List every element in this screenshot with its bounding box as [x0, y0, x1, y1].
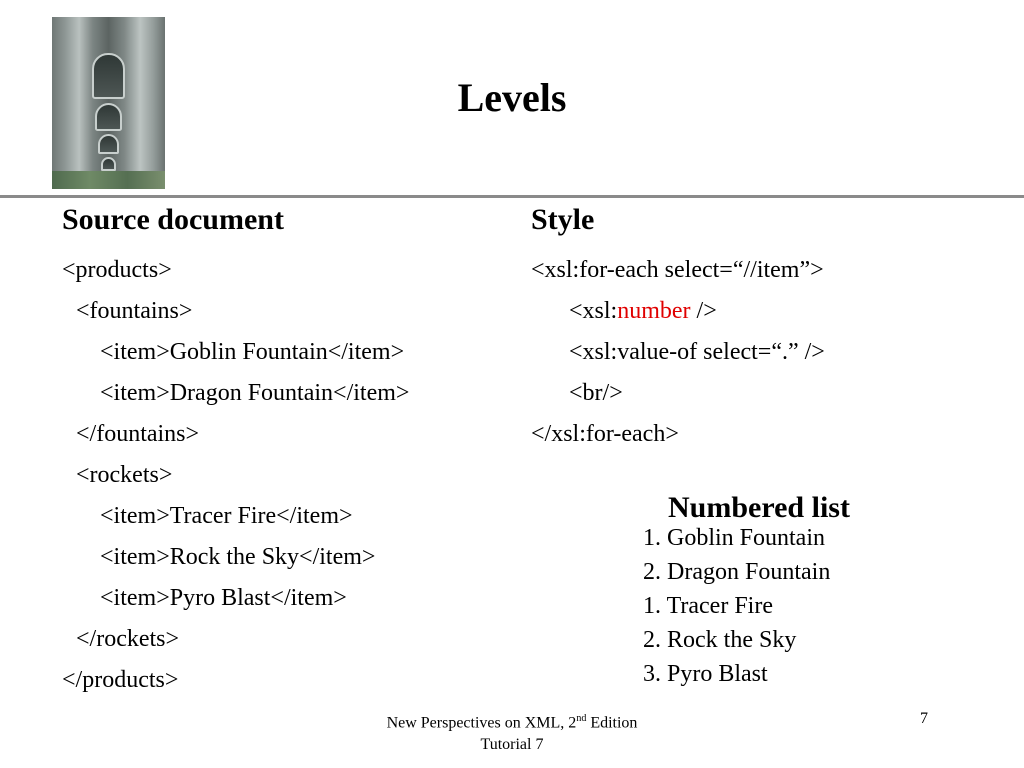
numbered-list [643, 521, 830, 691]
list-item: 1. Tracer Fire [643, 593, 773, 619]
vegetation-strip [52, 171, 165, 189]
slide-title: Levels [457, 75, 567, 120]
style-heading: Style [531, 203, 595, 236]
source-line: <item>Pyro Blast</item> [100, 585, 347, 611]
numbered-list-title: Numbered list [668, 491, 850, 524]
list-item: 1. Goblin Fountain [643, 525, 826, 551]
arch-shape [98, 134, 119, 154]
style-line: </xsl:for-each> [531, 421, 679, 447]
style-line-number [569, 296, 717, 326]
footer-line-1 [300, 708, 724, 734]
arch-shape [101, 157, 116, 171]
source-heading: Source document [62, 203, 284, 236]
footer-text: New Perspectives on XML, 2 [386, 714, 577, 732]
title-divider [0, 195, 1024, 198]
source-line: </products> [62, 667, 179, 693]
source-line: <item>Dragon Fountain</item> [100, 380, 410, 406]
footer-text-after: Edition [586, 714, 638, 732]
source-line: <products> [62, 257, 172, 283]
style-line-prefix: <xsl: [569, 298, 618, 324]
source-line: <item>Goblin Fountain</item> [100, 339, 405, 365]
list-item: 2. Rock the Sky [643, 627, 797, 653]
source-line: </fountains> [76, 421, 200, 447]
source-line: <item>Tracer Fire</item> [100, 503, 353, 529]
list-item: 3. Pyro Blast [643, 661, 768, 687]
source-line: <rockets> [76, 462, 173, 488]
footer-line-2: Tutorial 7 [480, 736, 544, 754]
number-keyword: number [617, 298, 691, 324]
list-item: 2. Dragon Fountain [643, 559, 831, 585]
style-line: <xsl:value-of select=“.” /> [569, 339, 825, 365]
source-line: </rockets> [76, 626, 180, 652]
footer-superscript: nd [576, 713, 587, 724]
page-number: 7 [920, 710, 928, 727]
style-line: <xsl:for-each select=“//item”> [531, 257, 824, 283]
footer [300, 708, 724, 756]
source-line: <fountains> [76, 298, 193, 324]
style-line: <br/> [569, 380, 623, 406]
source-line: <item>Rock the Sky</item> [100, 544, 376, 570]
style-line-suffix: /> [690, 298, 717, 324]
